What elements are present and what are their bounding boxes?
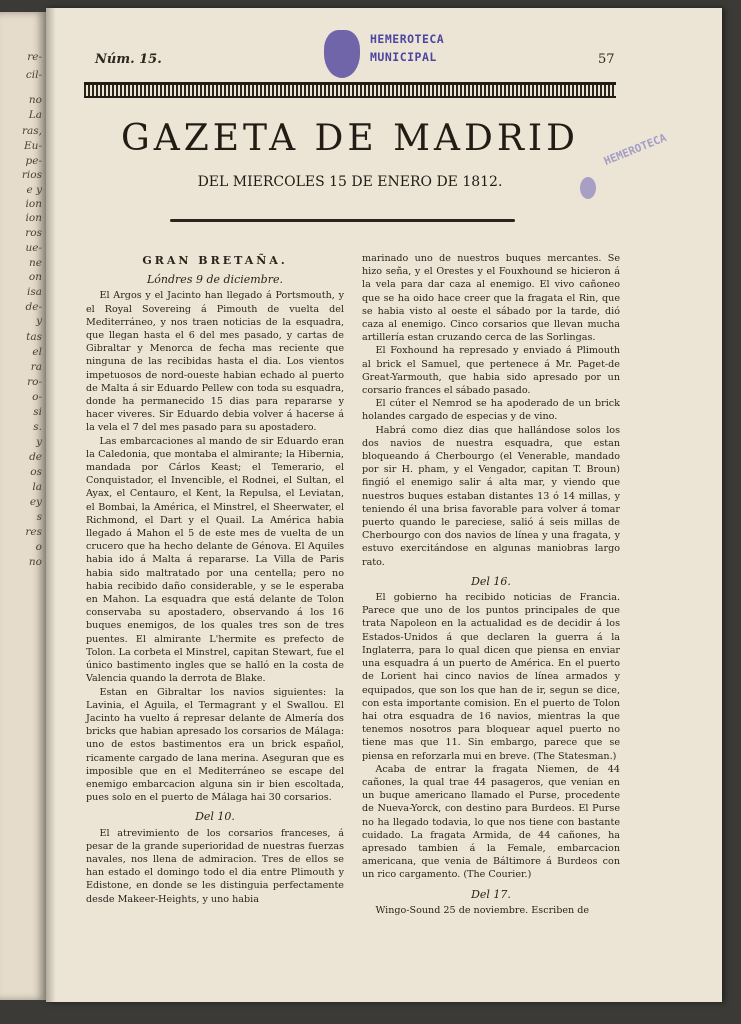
dateline: Lóndres 9 de diciembre. [147,273,283,287]
adjacent-page-fragment: si [33,406,42,418]
adjacent-page-fragment: res [25,526,42,538]
adjacent-page-fragment: cil- [25,69,42,81]
adjacent-page-fragment: ion [25,198,42,210]
masthead-divider [170,219,515,222]
side-stamp-text: HEMEROTECA [601,131,669,168]
issue-number: Núm. 15. [95,52,162,67]
adjacent-page-fragment: ros [25,227,42,239]
adjacent-page-fragment: ra [30,361,42,373]
dateline: Del 10. [195,810,235,824]
adjacent-page-fragment: s [36,511,42,523]
adjacent-page-fragment: ras, [21,125,42,137]
adjacent-page-fragment: La [28,109,42,121]
adjacent-page-fragment: el [32,346,42,358]
article-paragraph: El Foxhound ha represado y enviado á Plimouth al brick el Samuel, que pertenece á Mr. Paget-de Great-Yarmouth, que habia sido apresado por un corsario frances el sábado pasado. [362,345,620,397]
crest-icon [324,30,360,78]
article-paragraph: marinado uno de nuestros buques mercantes. Se hizo seña, y el Orestes y el Fouxhound se hicieron á la vela para dar caza al enemigo. El vivo cañoneo que se ha oido hace creer que la fragata el Rin, que se habia visto al oeste el sábado por la tarde, dió caza al enemigo. Cinco corsarios que llevan mucha artillería estan cruzando cerca de las Sorlingas. [362,253,620,344]
adjacent-page-fragment: y [36,315,42,327]
adjacent-page-fragment: re- [27,51,42,63]
adjacent-page-fragment: e y [26,184,42,196]
adjacent-page-fragment: isa [26,286,42,298]
adjacent-page-fragment: o [35,541,42,553]
adjacent-page-fragment: y [36,436,42,448]
adjacent-page-fragment: on [28,271,42,283]
right-column [362,252,620,917]
header-rule [84,82,616,98]
adjacent-page-fragment: de [29,451,42,463]
adjacent-page-edge [0,12,46,1000]
adjacent-page-fragment: ne [29,257,42,269]
dateline: Del 16. [471,574,511,588]
adjacent-page-fragment: ue- [25,242,42,254]
adjacent-page-fragment: ro- [27,376,42,388]
article-paragraph: El gobierno ha recibido noticias de Francia. Parece que uno de los puntos principales de que trata Napoleon en la actualidad es de decidir á los Estados-Unidos á que declaren la guerra á la Inglaterra, para lo qual dicen que piensa en enviar una esquadra á un puerto de América. En el puerto de Lorient hai cinco navios de línea armados y equipados, que son los que han de ir, segun se dice, con esta importante comision. En el puerto de Tolon hai otra esquadra de 16 navios, mientras la que tenemos nosotros para bloquear aquel puerto no tiene mas que 11. Sin embargo, parece que se piensa en reforzarla mui en breve. (The Statesman.) [362,592,620,762]
adjacent-page-fragment: ey [29,496,42,508]
adjacent-page-fragment: os [30,466,42,478]
dateline: Del 17. [471,887,511,901]
article-paragraph: El atrevimiento de los corsarios franceses, á pesar de la grande superioridad de nuestras fuerzas navales, nos llena de admiracion. Tres de ellos se han estado el domingo todo el dia entre Plimouth y Edistone, en donde se les distinguia perfectamente desde Makeer-Heights, y uno habia [86,827,344,905]
article-paragraph: Las embarcaciones al mando de sir Eduardo eran la Caledonia, que montaba el almirante; la Hibernia, mandada por Cárlos Keast; el Temerario, el Conquistador, el Invencible, el Rodnei, el Sultan, el Ayax, el Centauro, el Kent, la Repulsa, el Leviatan, el Bombai, la América, el Minstrel, el Sheerwater, el Richmond, el Dart y el Quail. La América habia llegado á Mahon el 5 de este mes de vuelta de un crucero que ha hecho delante de Génova. El Aquiles habia ido á Malta á repararse. La Villa de Paris habia sido maltratado por una centella; pero no habia recibido daño considerable, y se le esperaba en Mahon. La esquadra que está delante de Tolon conservaba su apostadero, observando á los 16 buques enemigos, de los quales tres son de tres puentes. El almirante L'hermite es prefecto de Tolon. La corbeta el Minstrel, capitan Stewart, fue el único bastimento ingles que se halló en la costa de Valencia quando la derrota de Blake. [86,435,344,685]
article-paragraph: Estan en Gibraltar los navios siguientes: la Lavinia, el Aguila, el Termagrant y el Swallou. El Jacinto ha vuelto á represar delante de Almería dos bricks que habian apresado los corsarios de Málaga: uno de estos bastimentos era un brick español, ricamente cargado de lana merina. Aseguran que es imposible que en el Mediterráneo se escape del enemigo embarcacion alguna sin ir bien escoltada, pues solo en el puerto de Málaga hai 30 corsarios. [86,686,344,804]
adjacent-page-fragment: rios [21,169,42,181]
left-column [86,252,344,906]
adjacent-page-fragment: ion [25,212,42,224]
adjacent-page-fragment: tas [26,331,42,343]
adjacent-page-fragment: de- [25,301,42,313]
section-heading: GRAN BRETAÑA. [142,254,288,267]
page-number: 57 [598,52,615,67]
article-paragraph: El cúter el Nemrod se ha apoderado de un brick holandes cargado de especias y de vino. [362,398,620,423]
adjacent-page-fragment: s. [33,421,42,433]
article-paragraph: Wingo-Sound 25 de noviembre. Escriben de [375,904,590,916]
masthead-title: GAZETA DE MADRID [120,118,580,159]
adjacent-page-fragment: Eu- [24,140,42,152]
article-paragraph: Habrá como diez dias que hallándose solos los dos navios de nuestra esquadra, que estan bloqueando á Cherbourgo (el Venerable, mandado por sir H. pham, y el Vengador, capitan T. Broun) fingió el enemigo salir á alta mar, y viendo que nuestros buques estaban distantes 13 ó 14 millas, y teniendo él una brisa favorable para volver á tomar puerto quando le pareciese, salió á seis millas de Cherbourgo con dos navios de línea y una fragata, y estuvo exercitándose en algunas maniobras largo rato. [362,424,620,568]
issue-date: DEL MIERCOLES 15 DE ENERO DE 1812. [197,174,503,190]
article-paragraph: El Argos y el Jacinto han llegado á Portsmouth, y el Royal Sovereing á Pimouth de vuelta del Mediterráneo, y nos traen noticias de la esquadra, que llegan hasta el 6 del mes pasado, y cartas de Gibraltar y Menorca de fecha mas reciente que ninguna de las recibidas hasta el dia. Los vientos impetuosos de nord-oueste habian echado al puerto de Malta á sir Eduardo Pellew con toda su esquadra, donde ha permanecido 15 dias para repararse y hacer viveres. Sir Eduardo debia volver á hacerse á la vela el 7 del mes pasado para su apostadero. [86,290,344,434]
adjacent-page-fragment: pe- [25,155,42,167]
stamp-text-line1: HEMEROTECA [370,32,445,46]
adjacent-page-fragment: la [32,481,42,493]
adjacent-page-fragment: no [28,556,42,568]
page-gutter-shadow [46,8,56,1002]
article-paragraph: Acaba de entrar la fragata Niemen, de 44 cañones, la qual trae 44 pasageros, que venian en un buque americano llamado el Purse, procedente de Nueva-Yorck, con destino para Burdeos. El Purse no ha llegado todavia, lo que nos tiene con bastante cuidado. La fragata Armida, de 44 cañones, ha apresado tambien á la Female, embarcacion americana, que venia de Báltimore á Burdeos con un rico cargamento. (The Courier.) [362,763,620,881]
stamp-text-line2: MUNICIPAL [370,50,437,64]
adjacent-page-fragment: o- [32,391,42,403]
library-stamp [322,28,482,82]
adjacent-page-fragment: no [28,94,42,106]
